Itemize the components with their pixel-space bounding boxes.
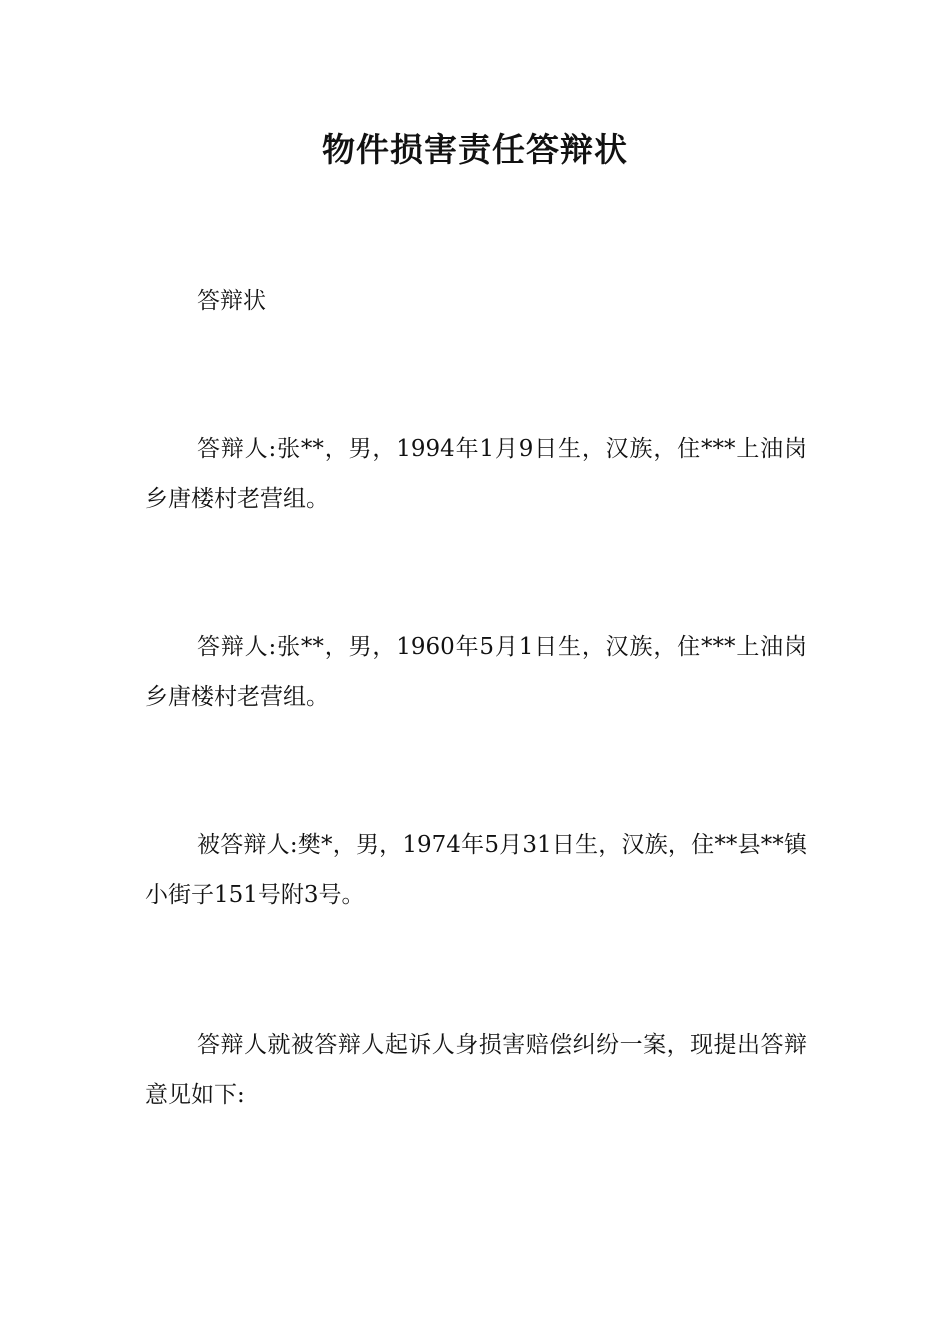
plaintiff-paragraph: 被答辩人:樊*，男，1974年5月31日生，汉族，住**县**镇小街子151号附3号。 (145, 832, 807, 908)
respondent-2-paragraph: 答辩人:张**，男，1960年5月1日生，汉族，住***上油岗乡唐楼村老营组。 (145, 634, 807, 710)
heading-paragraph: 答辩状 (197, 288, 266, 314)
respondent-1-paragraph: 答辩人:张**，男，1994年1月9日生，汉族，住***上油岗乡唐楼村老营组。 (145, 436, 807, 512)
document-title: 物件损害责任答辩状 (322, 130, 628, 169)
defense-intro-paragraph: 答辩人就被答辩人起诉人身损害赔偿纠纷一案，现提出答辩意见如下: (145, 1032, 807, 1108)
